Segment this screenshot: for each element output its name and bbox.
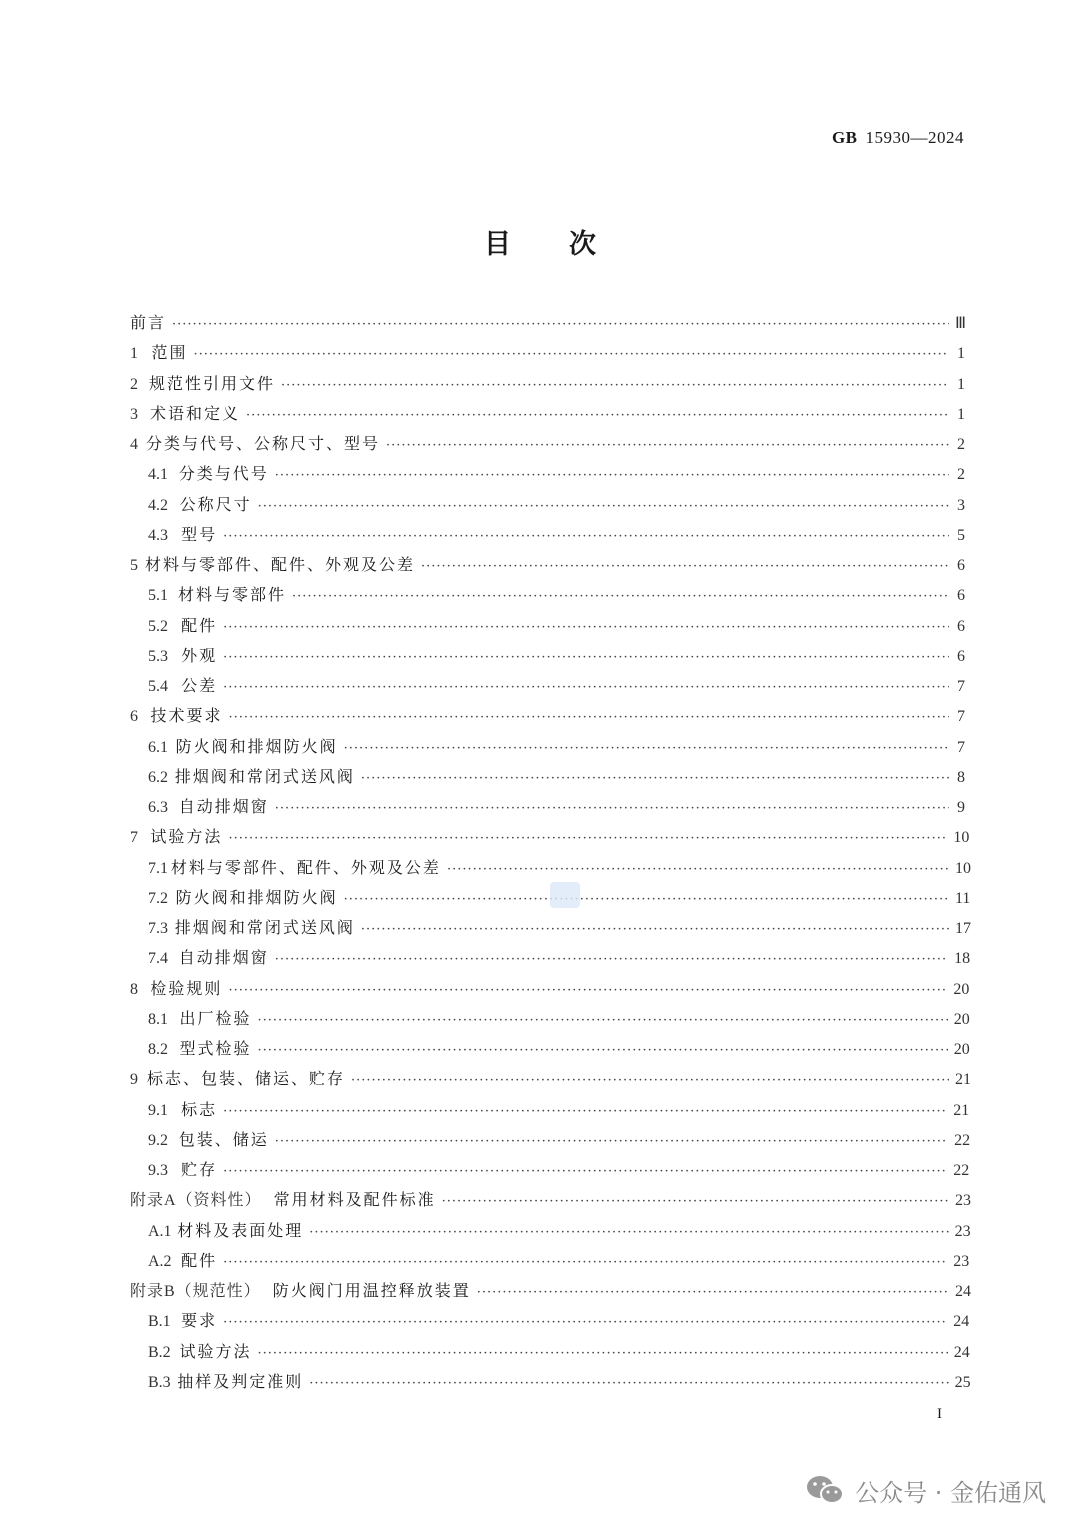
toc-dot-leader <box>258 1006 948 1036</box>
toc-dot-leader <box>172 310 949 340</box>
toc-entry-label: 公差 <box>181 676 218 695</box>
toc-entry-label: 防火阀门用温控释放装置 <box>272 1281 471 1300</box>
toc-entry-number: B.1 <box>148 1313 171 1331</box>
toc-entry-label: 外观 <box>181 645 218 665</box>
toc-entry-label: 排烟阀和常闭式送风阀 <box>174 766 355 786</box>
toc-entry-page: 24 <box>953 1343 970 1361</box>
toc-entry[interactable] <box>130 1185 971 1215</box>
toc-entry-number: 7.3 <box>148 920 168 937</box>
standard-prefix: GB <box>831 128 858 147</box>
toc-entry-number: 附录A（资料性） <box>130 1192 262 1210</box>
toc-entry-label: 规范性引用文件 <box>148 373 275 393</box>
toc-entry-page: 1 <box>957 345 965 363</box>
toc-entry[interactable] <box>130 762 965 792</box>
toc-entry-number: 5.3 <box>148 647 168 665</box>
toc-entry-page: 5 <box>957 526 965 544</box>
toc-entry-label: 分类与代号、公称尺寸、型号 <box>146 434 381 453</box>
toc-entry-label: 防火阀和排烟防火阀 <box>175 887 338 907</box>
toc-entry[interactable] <box>130 399 965 429</box>
toc-dot-leader <box>447 855 949 885</box>
toc-entry-page: 23 <box>953 1252 970 1270</box>
toc-entry-number: 2 <box>130 375 138 393</box>
toc-entry-page: 7 <box>957 738 965 756</box>
toc-dot-leader <box>258 492 949 522</box>
toc-entry-number: B.3 <box>148 1373 171 1391</box>
toc-entry-label: 范围 <box>151 343 188 363</box>
toc-entry-page: 3 <box>957 496 965 514</box>
toc-entry-number: 5.1 <box>148 587 168 605</box>
toc-dot-leader <box>223 1097 947 1127</box>
toc-entry-label: 贮存 <box>181 1160 218 1179</box>
toc-entry[interactable] <box>130 913 971 943</box>
standard-code: 15930—2024 <box>865 128 964 147</box>
toc-entry[interactable] <box>130 1034 970 1064</box>
toc-entry-number: 6.1 <box>148 738 168 756</box>
toc-entry-label: 排烟阀和常闭式送风阀 <box>174 918 355 937</box>
toc-entry[interactable] <box>130 490 965 520</box>
toc-dot-leader <box>309 1218 948 1248</box>
toc-entry-page: 2 <box>957 466 965 484</box>
toc-dot-leader <box>421 552 949 582</box>
toc-entry-label: 包装、储运 <box>178 1129 269 1149</box>
toc-entry-page: 6 <box>957 647 965 665</box>
toc-dot-leader <box>228 824 947 854</box>
toc-entry-number: 6.2 <box>148 768 168 786</box>
toc-entry-label: 技术要求 <box>150 706 223 726</box>
toc-dot-leader <box>344 885 949 915</box>
toc-entry[interactable] <box>130 611 965 641</box>
toc-dot-leader <box>351 1066 949 1096</box>
toc-dot-leader <box>361 764 949 794</box>
toc-dot-leader <box>292 582 949 612</box>
toc-entry-page: 8 <box>957 768 965 786</box>
toc-entry-page: 2 <box>957 436 965 453</box>
toc-entry[interactable] <box>130 792 965 822</box>
toc-entry-number: 7.2 <box>148 889 168 907</box>
toc-entry-page: 23 <box>955 1192 971 1210</box>
toc-entry-page: 7 <box>957 708 965 726</box>
toc-entry-label: 材料与零部件、配件、外观及公差 <box>145 555 416 574</box>
toc-entry-number: 4.1 <box>148 466 168 484</box>
toc-entry[interactable] <box>130 1216 971 1246</box>
toc-entry-number: 6 <box>130 708 138 726</box>
toc-entry[interactable] <box>130 580 965 610</box>
toc-entry-number: 6.3 <box>148 799 168 816</box>
toc-entry-label: 要求 <box>181 1311 218 1331</box>
toc-entry-page: 20 <box>953 1041 970 1058</box>
toc-dot-leader <box>223 643 949 673</box>
toc-entry-label: 标志 <box>181 1099 218 1119</box>
toc-entry-label: 术语和定义 <box>149 403 240 423</box>
toc-entry-number: 5 <box>130 557 138 574</box>
toc-entry-label: 材料与零部件、配件、外观及公差 <box>170 857 441 877</box>
toc-entry-label: 材料与零部件 <box>178 585 287 605</box>
toc-entry-page: 6 <box>957 617 965 635</box>
toc-entry-page: 24 <box>955 1283 971 1300</box>
toc-entry[interactable] <box>130 1367 971 1397</box>
table-of-contents <box>130 308 971 1397</box>
toc-entry-page: 10 <box>953 829 970 847</box>
toc-entry-number: 附录B（规范性） <box>130 1283 261 1300</box>
toc-dot-leader <box>442 1187 949 1217</box>
toc-entry-page: 22 <box>953 1162 970 1179</box>
toc-entry-number: 3 <box>130 405 138 423</box>
toc-entry-number: B.2 <box>148 1343 171 1361</box>
toc-entry[interactable] <box>130 641 965 671</box>
toc-entry-number: 8.2 <box>148 1041 168 1058</box>
toc-entry-page: 21 <box>953 1101 970 1119</box>
toc-entry[interactable] <box>130 308 965 338</box>
toc-entry[interactable] <box>130 732 965 762</box>
toc-dot-leader <box>477 1278 949 1308</box>
toc-entry-number: A.2 <box>148 1252 172 1270</box>
toc-dot-leader <box>258 1339 948 1369</box>
toc-entry-label: 自动排烟窗 <box>178 797 269 816</box>
toc-entry-label: 型式检验 <box>179 1039 252 1058</box>
toc-entry[interactable] <box>130 459 965 489</box>
toc-dot-leader <box>223 613 949 643</box>
toc-entry-number: 7.4 <box>148 950 168 968</box>
toc-entry[interactable] <box>130 520 965 550</box>
toc-entry-label: 公称尺寸 <box>179 494 252 514</box>
scan-mark <box>550 882 580 908</box>
toc-dot-leader <box>275 794 949 824</box>
watermark <box>805 1470 1046 1510</box>
toc-entry[interactable] <box>130 853 971 883</box>
toc-entry[interactable] <box>130 943 971 973</box>
toc-dot-leader <box>281 371 949 401</box>
toc-entry-label: 配件 <box>181 1250 218 1270</box>
toc-entry-label: 常用材料及配件标准 <box>273 1190 436 1210</box>
toc-entry[interactable] <box>130 1125 971 1155</box>
toc-entry-page: 6 <box>957 557 965 574</box>
toc-dot-leader <box>275 1127 948 1157</box>
toc-dot-leader <box>275 945 948 975</box>
toc-entry-number: A.1 <box>148 1222 172 1240</box>
toc-entry-number: 4 <box>130 436 138 453</box>
toc-entry-label: 抽样及判定准则 <box>177 1371 304 1391</box>
toc-entry[interactable] <box>130 974 970 1004</box>
toc-entry-number: 7 <box>130 829 138 847</box>
toc-entry-page: 7 <box>957 678 965 695</box>
toc-entry[interactable] <box>130 1306 970 1336</box>
toc-dot-leader <box>246 401 949 431</box>
toc-entry-number: 9.1 <box>148 1101 168 1119</box>
page-title: 目次 <box>484 229 654 260</box>
toc-entry-number: 7.1 <box>148 859 168 877</box>
page-number: I <box>937 1406 942 1422</box>
toc-dot-leader <box>223 1157 947 1187</box>
toc-entry-number: 8 <box>130 980 138 998</box>
toc-entry-number: 5.4 <box>148 678 168 695</box>
toc-entry-label: 分类与代号 <box>178 464 269 484</box>
toc-entry-page: 20 <box>953 980 970 998</box>
toc-entry-label: 试验方法 <box>179 1341 252 1361</box>
toc-entry-page: 22 <box>954 1131 971 1149</box>
toc-entry-number: 9 <box>130 1071 138 1089</box>
toc-entry[interactable] <box>130 1064 971 1094</box>
toc-dot-leader <box>193 340 949 370</box>
toc-entry-number: 5.2 <box>148 617 168 635</box>
toc-entry-page: 20 <box>953 1010 970 1028</box>
toc-entry-page: 11 <box>955 889 971 907</box>
toc-dot-leader <box>223 1308 947 1338</box>
toc-entry-number: 9.3 <box>148 1162 168 1179</box>
toc-dot-leader <box>361 915 949 945</box>
toc-entry-number: 9.2 <box>148 1131 168 1149</box>
toc-dot-leader <box>228 703 949 733</box>
toc-entry-number: 1 <box>130 345 138 363</box>
toc-dot-leader <box>386 431 949 461</box>
toc-entry[interactable] <box>130 1276 971 1306</box>
toc-entry-label: 型号 <box>181 524 218 544</box>
toc-entry-page: 23 <box>954 1222 971 1240</box>
toc-entry[interactable] <box>130 1246 970 1276</box>
toc-entry[interactable] <box>130 1337 970 1367</box>
wechat-icon <box>805 1473 845 1507</box>
toc-entry-page: 10 <box>955 859 971 877</box>
toc-dot-leader <box>223 1248 947 1278</box>
toc-entry-page: 6 <box>957 587 965 605</box>
toc-entry[interactable] <box>130 883 971 913</box>
toc-entry-page: 21 <box>955 1071 971 1089</box>
toc-entry-label: 出厂检验 <box>179 1008 252 1028</box>
toc-entry[interactable] <box>130 550 965 580</box>
toc-entry-page: 24 <box>953 1313 970 1331</box>
toc-entry-page: 1 <box>957 375 965 393</box>
toc-entry-page: Ⅲ <box>955 315 967 332</box>
toc-entry-page: 17 <box>955 920 971 937</box>
toc-entry[interactable] <box>130 338 965 368</box>
toc-entry-label: 防火阀和排烟防火阀 <box>175 736 338 756</box>
toc-entry-page: 9 <box>957 799 965 816</box>
toc-entry-label: 试验方法 <box>150 827 223 847</box>
toc-entry-label: 配件 <box>181 615 218 635</box>
toc-entry-label: 前言 <box>130 313 167 332</box>
toc-entry-label: 标志、包装、储运、贮存 <box>146 1069 345 1089</box>
toc-dot-leader <box>309 1369 948 1399</box>
toc-dot-leader <box>223 673 949 703</box>
toc-entry[interactable] <box>130 701 965 731</box>
toc-entry-label: 检验规则 <box>150 978 223 998</box>
watermark-text: 公众号 · 金佑通风 <box>855 1478 1046 1507</box>
toc-entry[interactable] <box>130 822 970 852</box>
toc-entry-page: 18 <box>954 950 971 968</box>
toc-dot-leader <box>228 976 947 1006</box>
toc-entry[interactable] <box>130 671 965 701</box>
toc-entry-number: 4.3 <box>148 526 168 544</box>
toc-entry[interactable] <box>130 429 965 459</box>
toc-entry-number: 8.1 <box>148 1010 168 1028</box>
toc-entry-label: 材料及表面处理 <box>177 1220 304 1240</box>
toc-entry[interactable] <box>130 1155 970 1185</box>
toc-dot-leader <box>258 1036 948 1066</box>
toc-entry-label: 自动排烟窗 <box>178 948 269 968</box>
toc-entry-number: 4.2 <box>148 496 168 514</box>
toc-entry-page: 25 <box>954 1373 971 1391</box>
toc-dot-leader <box>275 461 949 491</box>
toc-entry[interactable] <box>130 369 965 399</box>
toc-entry[interactable] <box>130 1095 970 1125</box>
toc-dot-leader <box>223 522 949 552</box>
toc-entry[interactable] <box>130 1004 970 1034</box>
toc-entry-page: 1 <box>957 405 965 423</box>
toc-dot-leader <box>344 734 949 764</box>
standard-number <box>832 128 964 148</box>
